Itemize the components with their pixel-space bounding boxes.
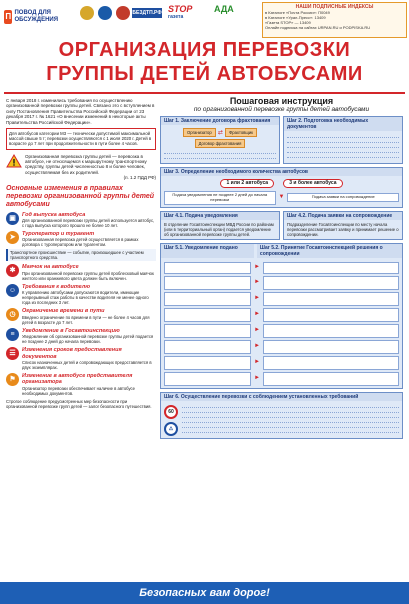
list-icon: ☰	[6, 347, 19, 360]
document-icon: ≡	[6, 328, 19, 341]
instruction-subtitle: по организованной перевозке группы детей автобусами	[193, 106, 370, 113]
emblem-blue-icon	[98, 6, 112, 20]
flag-icon: ⚑	[6, 373, 19, 386]
divider	[287, 140, 399, 143]
subscription-line: «Газета STOP» — 13409	[265, 20, 311, 25]
flow-row	[164, 356, 399, 370]
divider	[182, 405, 399, 408]
change-item	[6, 373, 156, 396]
step-3-flow	[164, 191, 399, 205]
divider	[182, 410, 399, 413]
flow-row	[164, 262, 399, 274]
subscription-box	[262, 2, 407, 38]
intro-text: С января 2018 г. изменились требования по осуществлению организованной перевозки группы детей. Связано это с вступлением в силу Постановления Правительства Российской Федерации от 23 декабря 2017 г. № 1621 «О внесении изменений в некоторые акты Правительства Российской Федерации».	[6, 98, 155, 125]
flow-cell	[263, 324, 399, 338]
flow-cell	[164, 262, 251, 274]
bus-icon: ▣	[6, 212, 19, 225]
flow-row	[164, 372, 399, 386]
step-2-heading: Шаг 2. Подготовка необходимых документов	[284, 117, 402, 131]
change-heading: Изменение в автобусе представителя организатора	[22, 372, 133, 386]
divider	[164, 156, 276, 159]
steps-4-row	[160, 211, 403, 240]
change-heading: Уведомление в Госавтоинспекцию	[22, 327, 120, 334]
organizer-box: Организатор	[183, 128, 216, 137]
change-text: Организатор перевозки обеспечивает наличие в автобусе необходимых документов.	[22, 385, 135, 396]
route-icon: ➤	[6, 231, 19, 244]
flow-row	[164, 308, 399, 322]
flow-cell	[164, 292, 251, 306]
step-6-heading: Шаг 6. Осуществление перевозки с соблюдением установленных требований	[161, 393, 402, 401]
flow-cell	[164, 340, 251, 354]
change-item	[6, 347, 156, 370]
step-5-1-heading: Шаг 5.1. Уведомление подано	[161, 244, 254, 258]
flow-row	[164, 324, 399, 338]
divider	[182, 415, 399, 418]
step-1-heading: Шаг 1. Заключение договора фрахтования	[161, 117, 279, 125]
change-item	[6, 308, 156, 324]
poster-title	[4, 38, 405, 90]
arrow-icon: ►	[254, 264, 261, 271]
step-3	[160, 167, 403, 208]
change-text: Организованная перевозка детей осуществляется в рамках договора с туроператором или турагентом.	[22, 237, 139, 248]
flow-cell	[164, 276, 251, 290]
safety-note: Строгое соблюдение предусмотренных мер безопасности при организованной перевозке групп детей — залог безопасного путешествия.	[6, 398, 152, 409]
change-heading: Требования к водителю	[22, 283, 90, 290]
stop-logo-text: STOP	[168, 4, 193, 14]
change-item	[6, 212, 156, 228]
footer-banner: Безопасных вам дорог!	[0, 582, 409, 604]
definition-ref: (п. 1.2 ПДД РФ)	[123, 175, 156, 181]
flow-cell	[263, 292, 399, 306]
step-6-text	[182, 403, 399, 436]
flow-row	[164, 340, 399, 354]
arrow-icon: ►	[254, 295, 261, 302]
one-or-two-buses-pill: 1 или 2 автобуса	[220, 179, 274, 188]
step-4-1-heading: Шаг 4.1. Подача уведомления	[161, 212, 279, 220]
step-5-body	[161, 258, 402, 388]
flow-cell	[263, 276, 399, 290]
change-item	[6, 328, 156, 344]
bezdtp-badge: БЕЗДТП.РФ	[132, 10, 162, 16]
emblem-red-icon	[116, 6, 130, 20]
arrow-icon: ►	[254, 279, 261, 286]
flow-cell	[263, 308, 399, 322]
change-text: Для организованной перевозки группы детей используется автобус, с года выпуска которого прошло не более 10 лет.	[22, 218, 155, 229]
divider	[164, 151, 276, 154]
step-2	[283, 116, 403, 164]
stop-logo-sub: газета	[168, 14, 184, 20]
step-1	[160, 116, 280, 164]
change-text: При организованной перевозке группы детей проблесковый маячок желтого или оранжевого цвета должен быть включен.	[22, 270, 154, 281]
step-4-2-body: Подразделение Госавтоинспекции по месту начала перевозки рассматривает заявку и принимает решение о сопровождении.	[287, 221, 399, 237]
divider	[182, 420, 399, 423]
warning-triangle-icon	[6, 154, 22, 168]
step-4-1-body: В отделение Госавтоинспекции МВД России по районам (или в территориальный орган) подается уведомление об организованной перевозке группы детей.	[164, 221, 274, 237]
poster-title-line-1: ОРГАНИЗАЦИЯ ПЕРЕВОЗКИ	[58, 39, 351, 61]
stop-logo	[168, 4, 212, 22]
charter-contract-box: Договор фрахтования	[195, 139, 246, 148]
step-5-2-heading: Шаг 5.2. Принятие Госавтоинспекцией решения о сопровождении	[257, 244, 402, 258]
step-6-body	[161, 401, 402, 438]
transport-incident-note: Транспортное происшествие — событие, произошедшее с участием транспортного средства.	[6, 249, 156, 261]
divider	[182, 425, 399, 428]
definition-block	[6, 154, 156, 181]
flow-cell	[164, 356, 251, 370]
charterer-box: Фрахтовщик	[225, 128, 257, 137]
children-sign-icon: ⚠	[164, 422, 178, 436]
three-or-more-buses-pill: 3 и более автобуса	[283, 179, 342, 188]
left-column	[6, 98, 156, 578]
title-divider	[4, 92, 405, 94]
subscription-title: НАШИ ПОДПИСНЫЕ ИНДЕКСЫ	[295, 4, 374, 10]
arrow-icon: ►	[254, 375, 261, 382]
divider	[287, 150, 399, 153]
flow-cell	[263, 372, 399, 386]
step-6	[160, 392, 403, 439]
driver-icon: ☺	[6, 284, 19, 297]
changes-section-title: Основные изменения в правилах перевозки организованной группы детей автобусами	[6, 184, 155, 208]
beacon-icon: ✱	[6, 264, 19, 277]
step-2-body	[284, 131, 402, 162]
ada-logo: АДА	[214, 4, 234, 14]
step-3-body	[161, 176, 402, 207]
divider	[287, 155, 399, 158]
step-4-2	[283, 211, 403, 240]
definition-text: Организованная перевозка группы детей — перевозка в автобусе, не относящемся к маршрутному транспортному средству, группы детей численностью 8 и более человек, осуществляемая без их родителей.	[25, 153, 147, 175]
change-item	[6, 284, 156, 305]
instruction-title: Пошаговая инструкция	[229, 96, 334, 106]
subscription-line: в Каталоге «Почта России»: П0049	[265, 10, 330, 15]
divider	[287, 135, 399, 138]
change-heading: Маячок на автобусе	[22, 264, 79, 271]
flow-cell	[263, 262, 399, 274]
road-signs	[164, 405, 178, 436]
logo-text: ПОВОД ДЛЯ ОБСУЖДЕНИЯ	[14, 10, 59, 23]
logo-mark-icon: П	[4, 10, 12, 24]
arrow-icon: ►	[254, 311, 261, 318]
clock-icon: ◷	[6, 308, 19, 321]
change-item	[6, 264, 156, 280]
steps-1-2-row	[160, 116, 403, 164]
flow-row	[164, 292, 399, 306]
publication-logo	[4, 4, 64, 30]
emblem-gold-icon	[80, 6, 94, 20]
notification-deadline-cell: Подача уведомления не позднее 2 дней до начала перевозки	[164, 191, 276, 205]
step-5-heads	[161, 244, 402, 258]
step-5	[160, 243, 403, 389]
step-1-body	[161, 125, 279, 163]
speed-limit-sign-icon: 60	[164, 405, 178, 419]
category-note-box: Для автобусов категории М3 — технически допустимой максимальной массой свыше 5 т; перевозки осуществляются с 1 июля 2020 г. Детей в возрасте до 7 лет при продолжительности в пути более 4 часов.	[6, 128, 156, 150]
arrow-icon: ►	[254, 343, 261, 350]
change-heading: Ограничение времени в пути	[22, 308, 105, 315]
flow-row	[164, 276, 399, 290]
change-heading: Туроператор и турагент	[22, 231, 95, 238]
change-heading: Изменения сроков предоставления документов	[22, 347, 122, 360]
flow-cell	[164, 324, 251, 338]
change-text: Уведомление об организованной перевозке группы детей подается не позднее 2 дней до начала перевозки.	[22, 334, 154, 345]
subscription-line: Онлайн подписка на сайтах URPAN.RU и PODPISKA.RU	[265, 25, 371, 30]
arrow-icon: ►	[254, 359, 261, 366]
right-column	[160, 96, 403, 578]
change-text: Список назначенных детей и сопровождающих предоставляется в двух экземплярах.	[22, 359, 152, 370]
flow-cell	[263, 356, 399, 370]
step-4-2-heading: Шаг 4.2. Подача заявки на сопровождение	[284, 212, 402, 220]
change-text: Введено ограничение по времени в пути — не более 4 часов для детей в возрасте до 7 лет.	[22, 314, 150, 325]
flow-cell	[164, 372, 251, 386]
escort-request-cell: Подача заявки на сопровождение	[287, 193, 399, 202]
arrow-icon: ⇄	[217, 130, 223, 136]
flow-cell	[263, 340, 399, 354]
step-4-1	[160, 211, 280, 240]
subscription-line: в Каталоге «Урал-Пресс»: 13409	[265, 15, 326, 20]
poster-title-line-2: ГРУППЫ ДЕТЕЙ АВТОБУСАМИ	[46, 63, 363, 85]
change-text: К управлению автобусами допускаются водители, имеющие непрерывный стаж работы в качестве водителя не менее одного года из последних 3 лет.	[22, 290, 149, 306]
change-heading: Год выпуска автобуса	[22, 211, 86, 218]
divider	[287, 145, 399, 148]
step-3-heading: Шаг 3. Определение необходимого количества автобусов	[161, 168, 402, 176]
divider	[182, 430, 399, 433]
change-item	[6, 231, 156, 247]
flow-cell	[164, 308, 251, 322]
arrow-icon: ▼	[278, 194, 285, 201]
arrow-icon: ►	[254, 327, 261, 334]
